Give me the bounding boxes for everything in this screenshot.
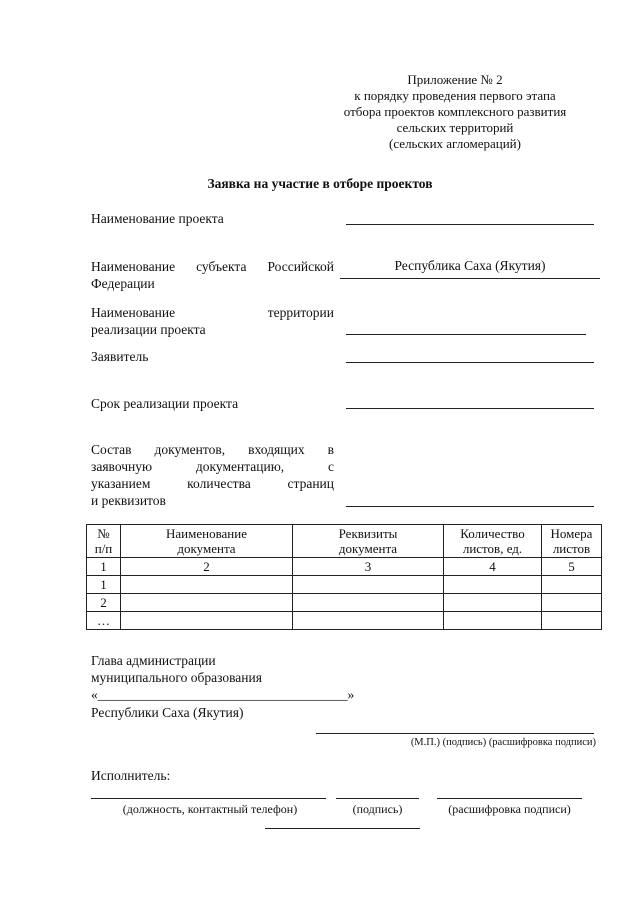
table-cell[interactable]: [293, 576, 444, 594]
table-cell[interactable]: [444, 612, 542, 630]
signature-caption: (М.П.) (подпись) (расшифровка подписи): [410, 737, 596, 748]
table-cell: …: [87, 612, 121, 630]
executor-position-caption: (должность, контактный телефон): [122, 802, 298, 816]
table-cell: 3: [293, 558, 444, 576]
table-cell[interactable]: [444, 594, 542, 612]
head-signature-line[interactable]: [316, 733, 594, 734]
table-numbering-row: [87, 558, 602, 576]
table-cell[interactable]: [121, 576, 293, 594]
appendix-line: отбора проектов комплексного развития: [343, 104, 567, 119]
docs-label-line1: Состав документов, входящих в: [91, 442, 334, 457]
documents-table: [86, 524, 602, 630]
appendix-line: Приложение № 2: [407, 72, 503, 87]
table-cell[interactable]: [121, 612, 293, 630]
executor-signature-line[interactable]: [336, 798, 419, 799]
table-cell: 1: [87, 558, 121, 576]
project-name-field[interactable]: [346, 224, 594, 225]
column-header: Количество листов, ед.: [444, 525, 542, 558]
term-field[interactable]: [346, 408, 594, 409]
table-header-row: [87, 525, 602, 558]
appendix-line: сельских территорий: [396, 120, 514, 135]
territory-label-line2: реализации проекта: [91, 322, 206, 337]
table-row: [87, 594, 602, 612]
table-cell: 2: [87, 594, 121, 612]
signature-line4: Республики Саха (Якутия): [91, 705, 244, 720]
signature-line1: Глава администрации: [91, 653, 216, 668]
signature-line3: «_____________________________________»: [91, 687, 355, 702]
table-cell[interactable]: [293, 612, 444, 630]
executor-decoding-line[interactable]: [437, 798, 582, 799]
table-cell[interactable]: [542, 612, 602, 630]
docs-field[interactable]: [346, 506, 594, 507]
document-title: Заявка на участие в отборе проектов: [207, 176, 433, 191]
signature-line2: муниципального образования: [91, 670, 262, 685]
column-header: № п/п: [87, 525, 121, 558]
subject-field-line[interactable]: [340, 278, 600, 279]
table-cell[interactable]: [293, 594, 444, 612]
docs-label-line3: указанием количества страниц: [91, 476, 334, 491]
applicant-label: Заявитель: [91, 349, 149, 364]
term-label: Срок реализации проекта: [91, 396, 239, 411]
table-cell[interactable]: [542, 594, 602, 612]
column-header: Реквизиты документа: [293, 525, 444, 558]
territory-label-line1: Наименование территории: [91, 305, 334, 320]
column-header: Номера листов: [542, 525, 602, 558]
table-cell: 1: [87, 576, 121, 594]
table-cell[interactable]: [121, 594, 293, 612]
table-cell: 2: [121, 558, 293, 576]
executor-label: Исполнитель:: [91, 768, 171, 783]
executor-decoding-caption: (расшифровка подписи): [448, 802, 571, 816]
territory-field[interactable]: [346, 334, 586, 335]
subject-value: Республика Саха (Якутия): [394, 258, 546, 273]
column-header: Наименование документа: [121, 525, 293, 558]
executor-signature-caption: (подпись): [352, 802, 403, 816]
docs-label-line2: заявочную документацию, с: [91, 459, 334, 474]
project-name-label: Наименование проекта: [91, 211, 224, 226]
table-row: [87, 612, 602, 630]
date-line[interactable]: [265, 828, 420, 829]
table-cell[interactable]: [444, 576, 542, 594]
executor-position-line[interactable]: [91, 798, 326, 799]
appendix-line: к порядку проведения первого этапа: [354, 88, 556, 103]
appendix-line: (сельских агломераций): [389, 136, 521, 151]
table-cell: 5: [542, 558, 602, 576]
docs-label-line4: и реквизитов: [91, 493, 166, 508]
applicant-field[interactable]: [346, 362, 594, 363]
table-cell: 4: [444, 558, 542, 576]
table-row: [87, 576, 602, 594]
appendix-header: [300, 72, 610, 152]
subject-label-line1: Наименование субъекта Российской: [91, 259, 334, 274]
table-cell[interactable]: [542, 576, 602, 594]
subject-label-line2: Федерации: [91, 276, 155, 291]
